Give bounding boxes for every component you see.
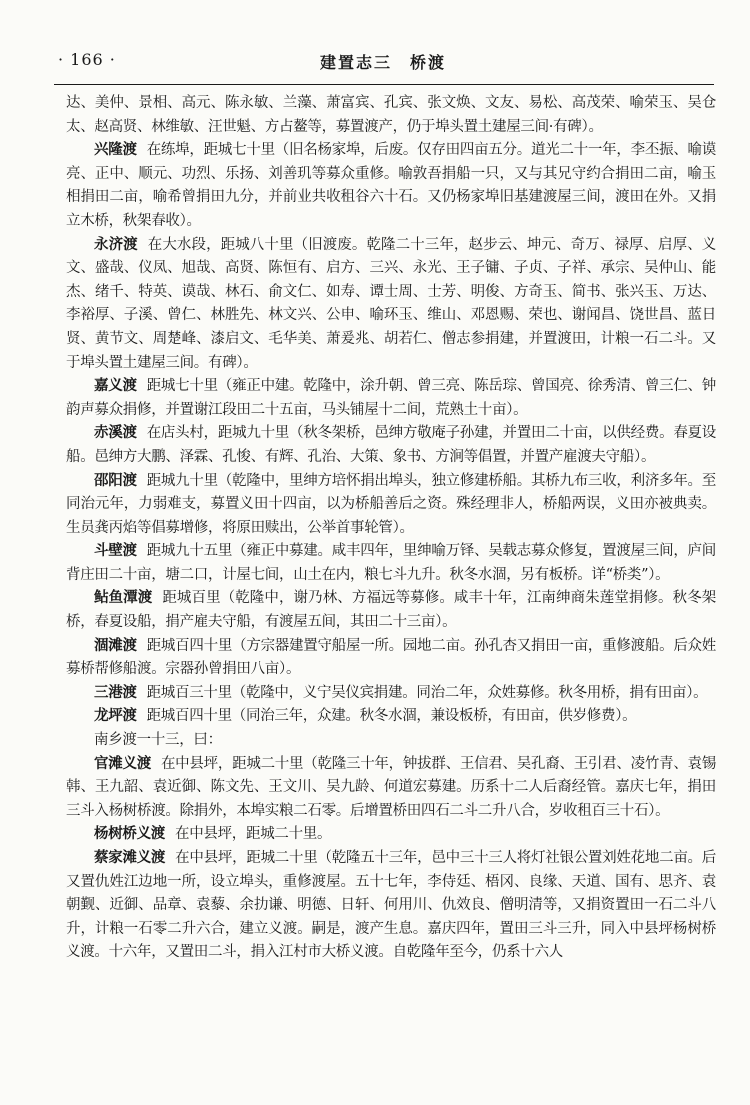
entry-title: 邵阳渡: [94, 472, 137, 489]
entry-xinglong: [66, 139, 716, 233]
entry-title: 鲇鱼潭渡: [94, 590, 153, 607]
entry-title: 龙坪渡: [94, 708, 137, 725]
body-text: [66, 92, 716, 965]
entry-yongji: [66, 234, 716, 376]
entry-text: 距城百里（乾隆中，谢乃林、方福远等募修。咸丰十年，江南绅商朱莲堂捐修。秋冬架桥，春夏设船，捐产雇夫守船，有渡屋五间，其田二十三亩）。: [66, 590, 716, 631]
entry-nianyutan: [66, 587, 716, 634]
entry-caijiatan: [66, 847, 716, 965]
page-number: · 166 ·: [58, 50, 116, 69]
entry-yangshuqiao: [66, 823, 716, 847]
entry-text: 距城九十里（乾隆中，里绅方培怀捐出埠头，独立修建桥船。其桥九布三收，利济多年。至同治元年，力弱难支，募置义田十四亩，以为桥船善后之资。殊经理非人，桥船两误，义田亦被典卖。生员龚丙焰等倡募增修，将原田赎出，公举首事轮管）。: [66, 472, 716, 536]
entry-guantan: [66, 753, 716, 824]
header-rule: [54, 84, 714, 85]
entry-title: 官滩义渡: [94, 755, 151, 772]
entry-text: 距城九十五里（雍正中募建。咸丰四年，里绅喻万铎、吴载志募众修复，置渡屋三间，庐间背庄田二十亩，塘二口，计屋七间，山土在内，粮七斗九升。秋冬水涸，另有板桥。详“桥类”）。: [66, 543, 716, 583]
entry-title: 杨树桥义渡: [94, 826, 165, 843]
entry-title: 斗壁渡: [94, 543, 137, 560]
continuation-paragraph: 达、美仲、景相、高元、陈永敏、兰藻、萧富宾、孔宾、张文焕、文友、易松、高茂荣、喻荣玉、吴仓太、赵高贤、林维敏、汪世魁、方占鳌等，募置渡产，仍于埠头置土建屋三间·有碑）。: [66, 95, 716, 135]
entry-jiayi: [66, 375, 716, 422]
entry-sangang: [66, 682, 716, 706]
entry-hetan: [66, 635, 716, 682]
entry-text: 在练埠，距城七十里（旧名杨家埠，后废。仅存田四亩五分。道光二十一年，李丕振、喻谟亮、正中、顺元、功烈、乐扬、刘善玑等募众重修。喻敦吾捐船一只，又与其兄守约合捐田二亩，喻玉相捐田二亩，喻希曾捐田九分，并前业共收租谷六十石。又仍杨家埠旧基建渡屋三间，渡田在外。又捐立木桥，秋架春收）。: [66, 142, 716, 229]
page-header: [58, 50, 708, 80]
entry-text: 在中县坪，距城二十里（乾隆五十三年，邑中三十三人将灯社银公置刘姓花地二亩。后又置仇姓江边地一所，设立埠头，重修渡屋。五十七年，李侍廷、梧冈、良缘、天道、国有、思齐、袁朝觐、近御、品章、袁藜、余扐谦、明德、日轩、何用川、仇效良、僧明清等，又捐资置田一石二斗八升，计粮一石零二升六合，建立义渡。嗣是，渡产生息。嘉庆四年，置田三斗三升，同入中县坪杨树桥义渡。十六年，又置田二斗，捐入江村市大桥义渡。自乾隆年至今，仍系十六人: [66, 850, 716, 961]
entry-title: 兴隆渡: [94, 142, 137, 159]
entry-longping: [66, 705, 716, 729]
entry-text: 距城百三十里（乾隆中，义宁吴仪宾捐建。同治二年，众姓募修。秋冬用桥，捐有田亩）。: [146, 684, 708, 701]
entry-title: 嘉义渡: [94, 378, 137, 395]
entry-shaoyang: [66, 470, 716, 541]
entry-text: 距城百四十里（方宗器建置守船屋一所。园地二亩。孙孔杏又捐田一亩，重修渡船。后众姓募桥帮修船渡。宗器孙曾捐田八亩）。: [66, 637, 716, 678]
entry-title: 永济渡: [94, 236, 138, 253]
entry-text: 距城百四十里（同治三年，众建。秋冬水涸，兼设板桥，有田亩，供岁修费）。: [146, 708, 637, 725]
section-heading: 南乡渡一十三，曰：: [94, 732, 222, 749]
entry-title: 三港渡: [94, 684, 137, 701]
running-title: 建置志三 桥渡: [319, 53, 446, 72]
entry-text: 在大水段，距城八十里（旧渡废。乾隆二十三年，赵步云、坤元、奇万、禄厚、启厚、义文、盛哉、仪凤、旭哉、高贤、陈恒有、启方、三兴、永光、王子镛、子贞、子祥、承宗、吴仲山、能杰、绪千、特英、谟哉、林石、俞文仁、如寿、谭士周、士芳、明俊、方奇玉、简书、张兴玉、万达、李裕厚、子溪、曾仁、林胜先、林文兴、公申、喻环玉、维山、邓恩赐、荣也、谢闻昌、饶世昌、蓝日贤、黄节文、周楚峰、漆启文、毛华美、萧爰兆、胡若仁、僧志参捐建，并置渡田，计粮一石二斗。又于埠头置土建屋三间。有碑）。: [66, 236, 716, 371]
entry-title: 涸滩渡: [94, 637, 137, 654]
entry-text: 在中县坪，距城二十里。: [175, 826, 332, 843]
entry-title: 蔡家滩义渡: [94, 850, 166, 866]
entry-text: 在中县坪，距城二十里（乾隆三十年，钟拔群、王信君、吴孔裔、王引君、凌竹青、袁锡韩、王九韶、袁近御、陈文先、王文川、吴九龄、何道宏募建。历系十二人后裔经管。嘉庆七年，捐田三斗入杨树桥渡。除捐外，本埠实粮二石零。后增置桥田四石二斗二升八合，岁收租百三十石）。: [66, 755, 716, 819]
entry-chixi: [66, 422, 716, 469]
entry-text: 距城七十里（雍正中建。乾隆中，涂升朝、曾三亮、陈岳琮、曾国亮、徐秀清、曾三仁、钟韵声募众捐修，并置谢江段田二十五亩，马头铺屋十二间，荒熟土十亩）。: [66, 378, 716, 418]
entry-text: 在店头村，距城九十里（秋冬架桥，邑绅方敬庵子孙建，并置田二十亩，以供经费。春夏设船。邑绅方大鹏、泽霖、孔悛、有辉、孔治、大策、象书、方涧等倡置，并置产雇渡夫守船）。: [66, 425, 716, 465]
entry-doubi: [66, 540, 716, 587]
entry-title: 赤溪渡: [94, 425, 137, 442]
